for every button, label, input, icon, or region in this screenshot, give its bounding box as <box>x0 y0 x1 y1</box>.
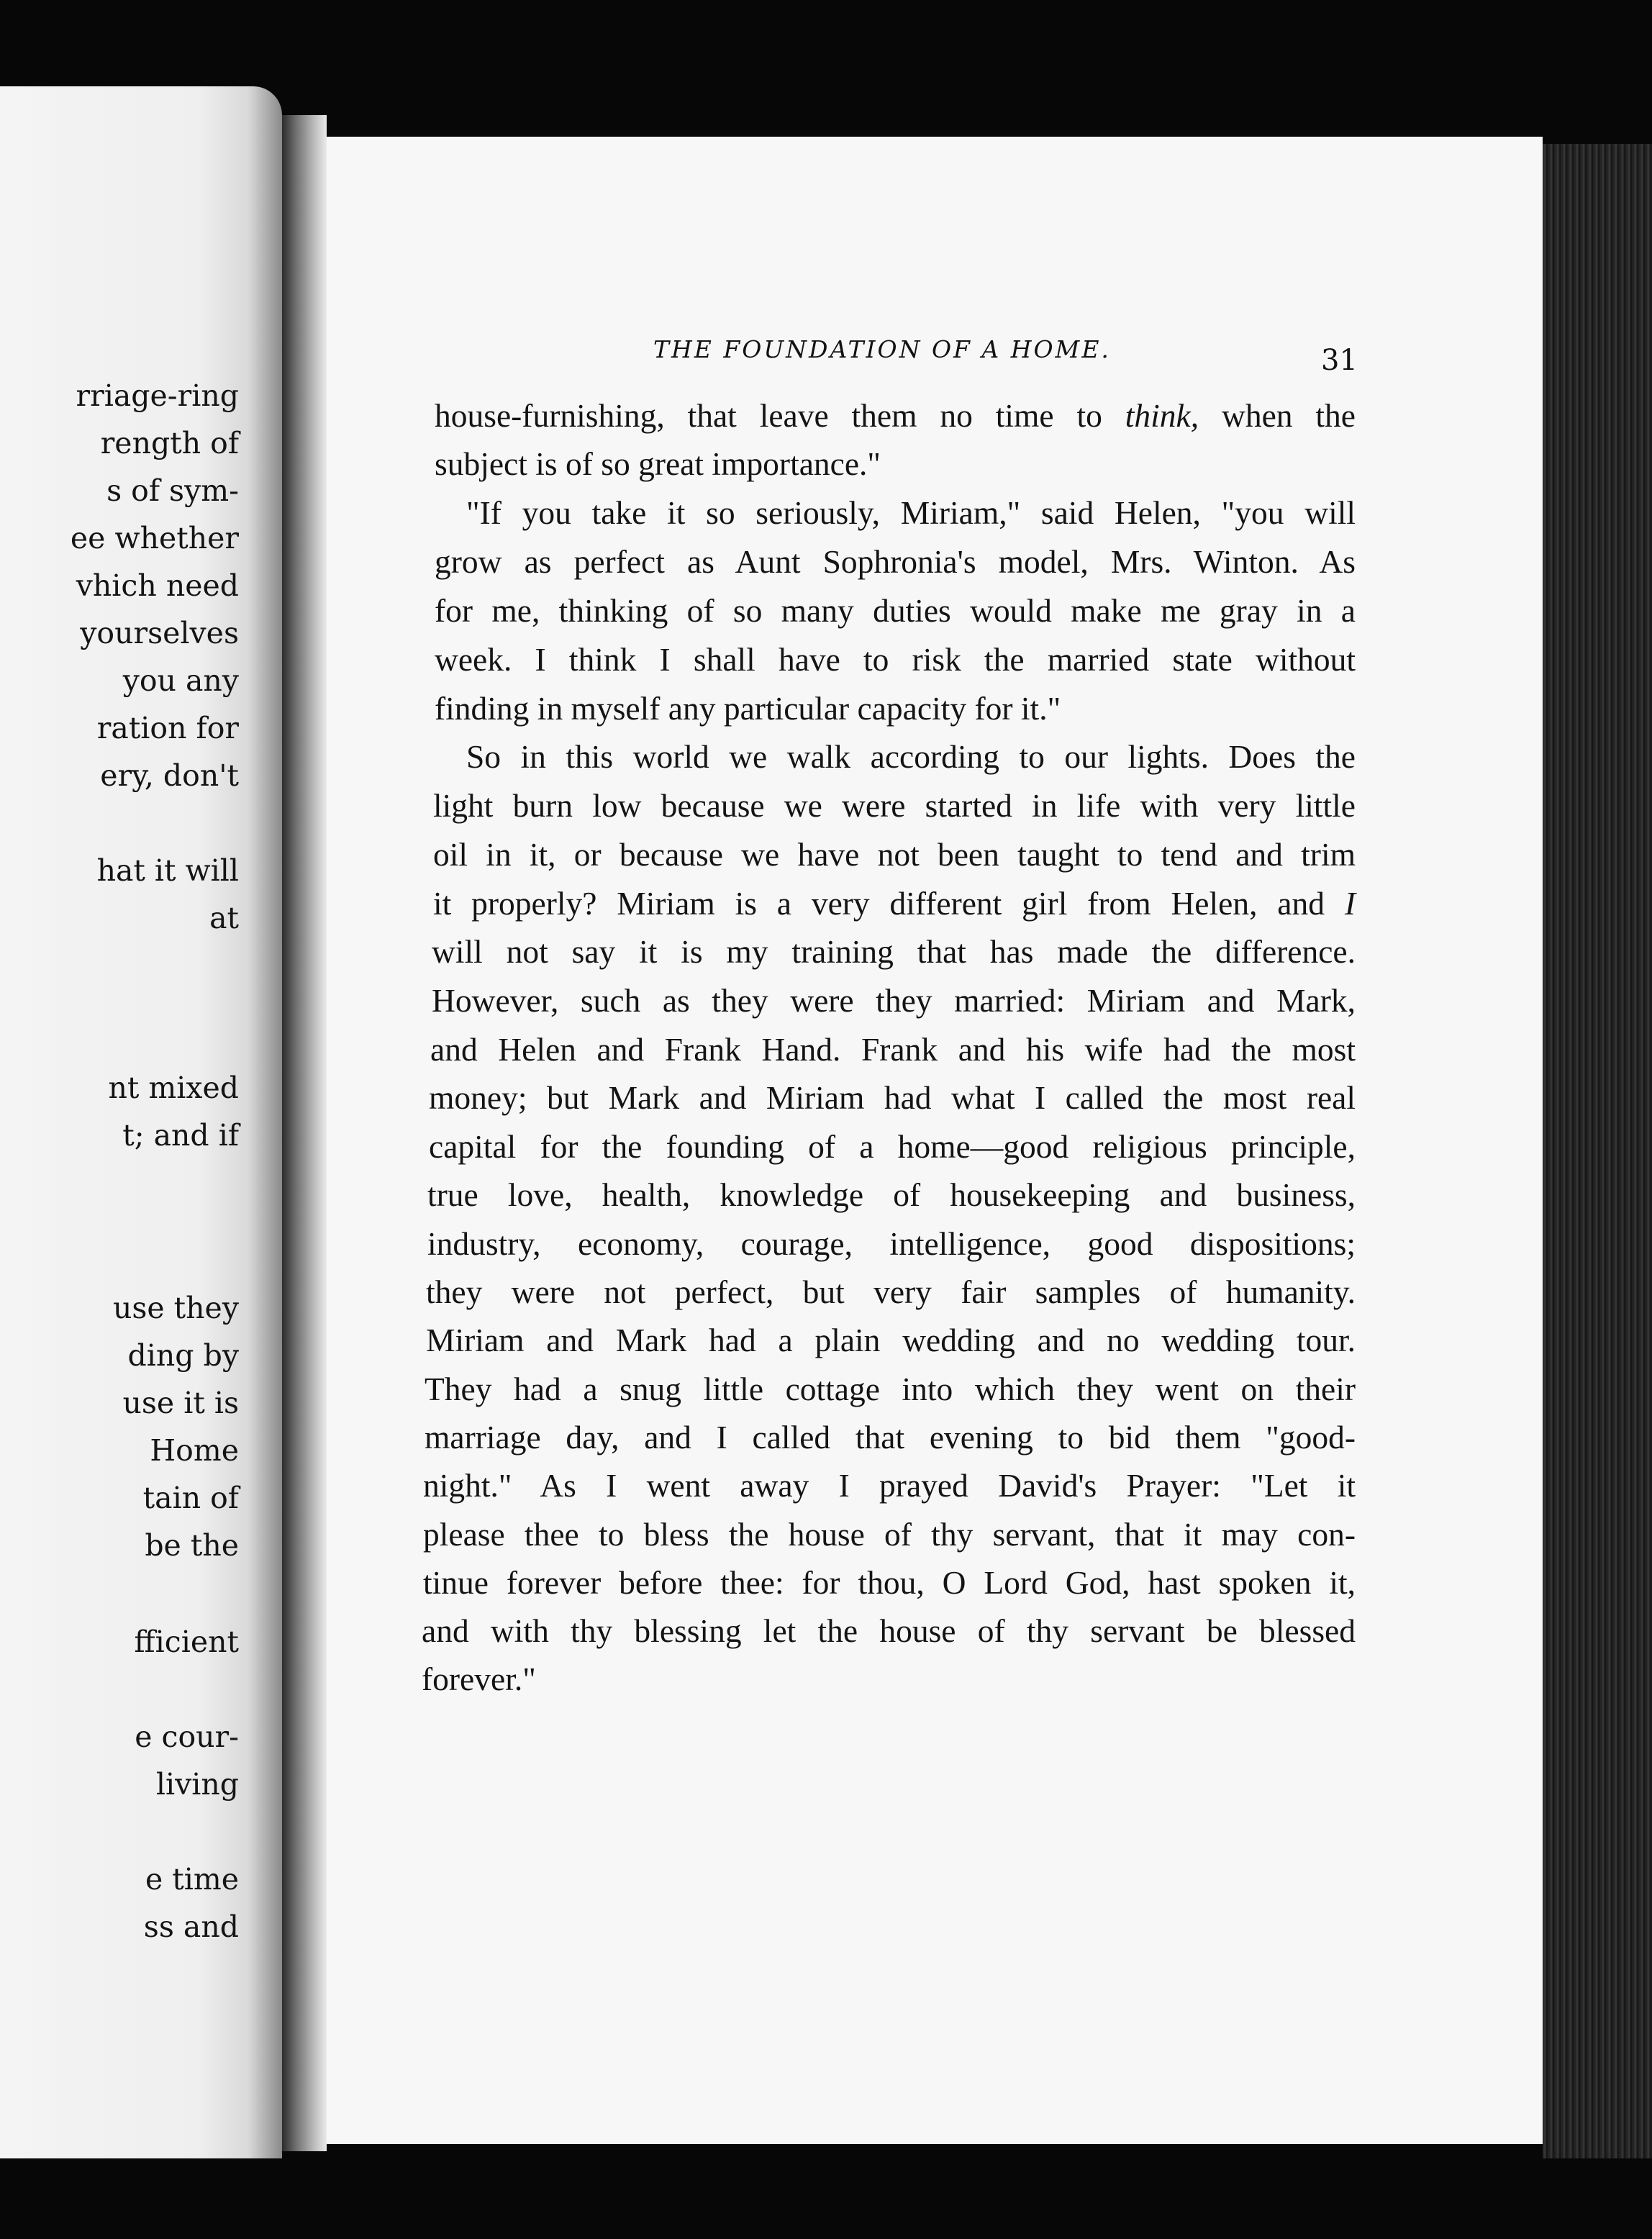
facing-page-line: Home <box>150 1433 239 1468</box>
text-run: marriage day, and I called that evening to bid them "good- <box>425 1419 1356 1455</box>
facing-page-line: ee whether <box>70 521 239 555</box>
body-line <box>426 1273 1356 1310</box>
body-line <box>423 1566 1356 1599</box>
text-run: capital for the founding of a home—good religious principle, <box>429 1128 1356 1165</box>
body-line <box>466 496 1356 530</box>
body-line <box>433 789 1356 822</box>
facing-page-line: use it is <box>122 1386 239 1420</box>
text-run: forever." <box>422 1661 536 1697</box>
body-line <box>429 1130 1356 1163</box>
body-line <box>432 984 1356 1017</box>
body-line <box>423 1469 1356 1502</box>
facing-page-line: ding by <box>127 1338 239 1373</box>
italic-word: think, <box>1125 397 1199 434</box>
text-run: subject is of so great importance." <box>435 445 881 482</box>
text-run: house-furnishing, that leave them no time to <box>435 397 1125 434</box>
text-run: So in this world we walk according to our lights. Does the <box>466 738 1356 775</box>
body-line <box>425 1421 1356 1454</box>
text-run: it properly? Miriam is a very different girl from Helen, and <box>433 885 1345 922</box>
page-number: 31 <box>1321 344 1358 377</box>
body-line <box>427 1227 1356 1261</box>
body-line <box>422 1614 1356 1648</box>
facing-page-line: t; and if <box>122 1118 239 1153</box>
body-line <box>466 740 1356 773</box>
facing-page-line: e cour- <box>135 1720 239 1754</box>
text-run: please thee to bless the house of thy servant, that it may con- <box>423 1516 1356 1553</box>
facing-page-line: ss and <box>143 1909 239 1944</box>
text-run: industry, economy, courage, intelligence, good dispositions; <box>427 1225 1356 1262</box>
body-line <box>435 445 1356 482</box>
body-line <box>435 399 1356 432</box>
facing-page-line: living <box>155 1767 239 1802</box>
text-run: tinue forever before thee: for thou, O Lord God, hast spoken it, <box>423 1564 1356 1601</box>
body-line <box>425 1373 1356 1406</box>
text-run: "If you take it so seriously, Miriam," said Helen, "you will <box>466 494 1356 531</box>
facing-page-line: rriage-ring <box>76 378 239 413</box>
text-run: they were not perfect, but very fair samples of humanity. <box>426 1273 1356 1310</box>
facing-page-line: vhich need <box>76 568 239 603</box>
facing-page-line: ration for <box>96 711 239 745</box>
facing-page-line: tain of <box>142 1481 239 1515</box>
text-run: finding in myself any particular capacity for it." <box>435 690 1061 727</box>
text-run: night." As I went away I prayed David's Prayer: "Let it <box>423 1467 1356 1504</box>
italic-word: I <box>1344 885 1356 922</box>
text-run: and with thy blessing let the house of thy servant be blessed <box>422 1612 1356 1649</box>
facing-page-line: e time <box>145 1862 239 1897</box>
page-edges <box>1543 144 1652 2158</box>
text-run: grow as perfect as Aunt Sophronia's model, Mrs. Winton. As <box>435 543 1356 580</box>
body-line <box>423 1518 1356 1551</box>
running-head: THE FOUNDATION OF A HOME. <box>653 335 1111 363</box>
facing-page-line: at <box>209 901 239 935</box>
body-line <box>432 935 1356 968</box>
facing-page <box>0 86 282 2158</box>
text-run: will not say it is my training that has made the difference. <box>432 933 1356 970</box>
facing-page-line: ery, don't <box>100 758 239 793</box>
body-line <box>435 594 1356 627</box>
body-line <box>435 692 1356 725</box>
body-line <box>426 1324 1356 1357</box>
text-run: week. I think I shall have to risk the married state without <box>435 641 1356 678</box>
facing-page-line: yourselves <box>80 616 239 650</box>
facing-page-line: rength of <box>100 426 239 460</box>
book-gutter <box>282 115 327 2151</box>
facing-page-line: s of sym- <box>106 473 239 508</box>
text-run: true love, health, knowledge of housekeeping and business, <box>427 1176 1356 1213</box>
facing-page-line: hat it will <box>96 853 239 888</box>
body-line <box>433 838 1356 871</box>
body-line <box>429 1081 1356 1114</box>
text-run: However, such as they were they married: Miriam and Mark, <box>432 982 1356 1019</box>
body-line <box>433 887 1356 920</box>
facing-page-line: you any <box>122 663 239 698</box>
facing-page-line: nt mixed <box>108 1071 239 1105</box>
facing-page-line: fficient <box>134 1625 239 1659</box>
body-line <box>422 1663 1356 1696</box>
text-run: They had a snug little cottage into which they went on their <box>425 1371 1356 1407</box>
body-line <box>427 1178 1356 1212</box>
body-line <box>435 643 1356 676</box>
body-line <box>435 545 1356 578</box>
text-run: Miriam and Mark had a plain wedding and no wedding tour. <box>426 1322 1356 1358</box>
text-run: oil in it, or because we have not been taught to tend and trim <box>433 836 1356 873</box>
text-run: light burn low because we were started in life with very little <box>433 787 1356 824</box>
text-run: and Helen and Frank Hand. Frank and his wife had the most <box>430 1031 1356 1068</box>
text-run: for me, thinking of so many duties would make me gray in a <box>435 592 1356 629</box>
facing-page-line: be the <box>145 1528 239 1563</box>
body-line <box>430 1033 1356 1066</box>
text-run: money; but Mark and Miriam had what I called the most real <box>429 1079 1356 1116</box>
text-run: when the <box>1199 397 1356 434</box>
facing-page-line: use they <box>112 1291 239 1325</box>
